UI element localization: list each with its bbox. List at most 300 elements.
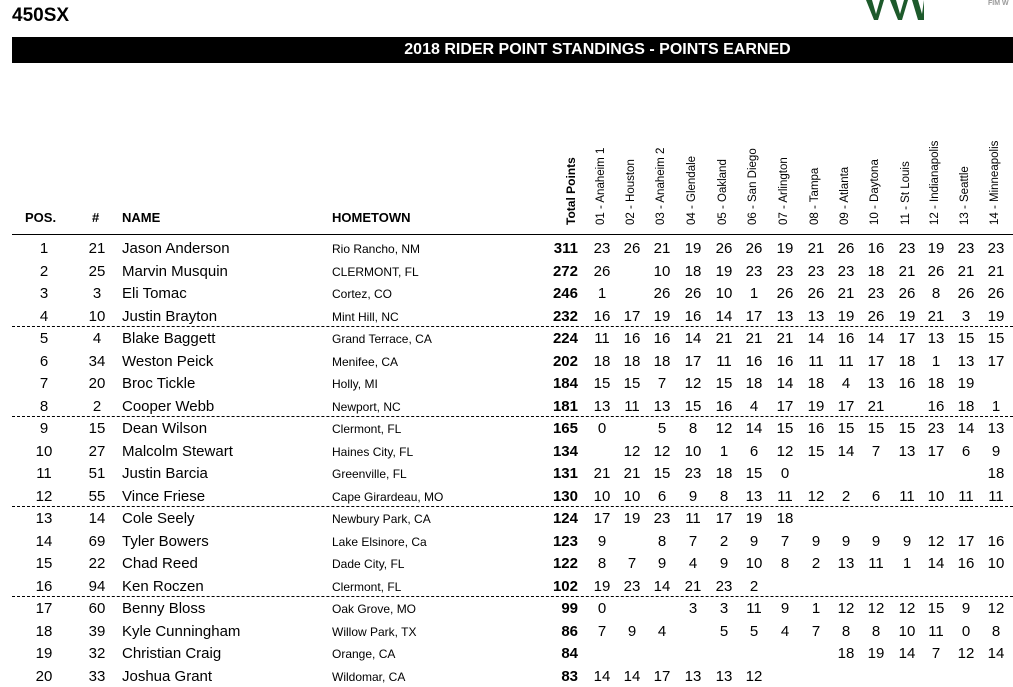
round-points: 14 <box>807 330 825 347</box>
round-points: 19 <box>623 510 641 527</box>
round-points: 19 <box>898 307 916 325</box>
round-points: 15 <box>927 600 945 617</box>
round-points: 16 <box>593 307 611 325</box>
round-points: 18 <box>593 352 611 370</box>
round-points: 12 <box>867 600 885 617</box>
col-pos: POS. <box>25 210 57 225</box>
rider-number: 20 <box>88 375 106 392</box>
table-row <box>0 327 1013 349</box>
rider-hometown: Newport, NC <box>332 399 401 414</box>
round-points: 12 <box>653 442 671 460</box>
round-points: 26 <box>715 240 733 257</box>
round-points: 4 <box>688 555 698 572</box>
round-points: 13 <box>837 555 855 572</box>
round-points: 18 <box>957 397 975 415</box>
rider-pos: 20 <box>35 667 53 685</box>
round-points: 17 <box>867 352 885 370</box>
rider-number: 39 <box>88 622 106 640</box>
round-points: 15 <box>776 420 794 437</box>
round-points: 18 <box>684 262 702 280</box>
round-points: 9 <box>749 532 759 550</box>
rider-total-points: 202 <box>552 352 578 370</box>
round-points: 10 <box>745 555 763 572</box>
rider-total-points: 86 <box>561 622 578 640</box>
round-points: 19 <box>776 240 794 257</box>
header-rule <box>12 234 1013 235</box>
round-points: 6 <box>961 442 971 460</box>
round-points: 0 <box>597 420 607 437</box>
round-points: 14 <box>776 375 794 392</box>
round-points: 11 <box>624 397 640 415</box>
rider-total-points: 181 <box>552 397 578 415</box>
rider-number: 55 <box>88 487 106 505</box>
round-points: 13 <box>957 352 975 370</box>
col-round-label: 14 - Minneapolis <box>989 140 1001 225</box>
round-points: 6 <box>657 487 667 505</box>
rider-pos: 7 <box>39 375 49 392</box>
round-points: 15 <box>623 375 641 392</box>
rider-name: Benny Bloss <box>122 600 206 617</box>
round-points: 13 <box>807 307 825 325</box>
rider-pos: 16 <box>35 577 53 595</box>
rider-name: Dean Wilson <box>122 420 208 437</box>
round-points: 8 <box>780 555 790 572</box>
rider-number: 69 <box>88 532 106 550</box>
round-points: 13 <box>715 667 733 685</box>
round-points: 14 <box>623 667 641 685</box>
rider-name: Marvin Musquin <box>122 262 228 280</box>
round-points: 19 <box>867 645 885 662</box>
round-points: 23 <box>715 577 733 595</box>
round-points: 18 <box>745 375 763 392</box>
rider-hometown: Cape Girardeau, MO <box>332 489 444 504</box>
round-points: 18 <box>653 352 671 370</box>
rider-total-points: 134 <box>552 442 578 460</box>
round-points: 13 <box>927 330 945 347</box>
round-points: 23 <box>987 240 1005 257</box>
round-points: 26 <box>898 285 916 302</box>
round-points: 18 <box>807 375 825 392</box>
round-points: 14 <box>837 442 855 460</box>
table-row <box>0 305 1013 327</box>
round-points: 2 <box>841 487 851 505</box>
round-points: 21 <box>623 465 641 482</box>
rider-hometown: Clermont, FL <box>332 579 402 594</box>
class-title: 450SX <box>12 5 70 26</box>
round-points: 17 <box>987 352 1005 370</box>
round-points: 7 <box>657 375 667 392</box>
table-row <box>0 372 1013 394</box>
round-points: 10 <box>623 487 641 505</box>
round-points: 16 <box>715 397 733 415</box>
round-points: 9 <box>961 600 971 617</box>
round-points: 1 <box>597 285 607 302</box>
round-points: 21 <box>898 262 916 280</box>
round-points: 16 <box>653 330 671 347</box>
round-points: 4 <box>749 397 759 415</box>
round-points: 16 <box>898 375 916 392</box>
round-points: 8 <box>991 622 1001 640</box>
rider-name: Blake Baggett <box>122 330 216 347</box>
rider-name: Justin Barcia <box>122 465 208 482</box>
round-points: 14 <box>867 330 885 347</box>
col-round-label: 01 - Anaheim 1 <box>595 147 607 225</box>
rider-total-points: 232 <box>552 307 578 325</box>
table-row <box>0 552 1013 574</box>
rider-pos: 19 <box>35 645 53 662</box>
rider-pos: 18 <box>35 622 53 640</box>
round-points: 14 <box>898 645 916 662</box>
rider-total-points: 123 <box>552 532 578 550</box>
table-row <box>0 665 1013 687</box>
round-points: 17 <box>593 510 611 527</box>
round-points: 23 <box>898 240 916 257</box>
rider-number: 4 <box>92 330 102 347</box>
round-points: 11 <box>685 510 701 527</box>
rider-total-points: 224 <box>552 330 578 347</box>
round-points: 18 <box>776 510 794 527</box>
round-points: 11 <box>958 487 974 505</box>
round-points: 14 <box>745 420 763 437</box>
rider-pos: 11 <box>36 465 52 482</box>
round-points: 19 <box>653 307 671 325</box>
round-points: 18 <box>837 645 855 662</box>
rider-hometown: Rio Rancho, NM <box>332 242 421 256</box>
rider-pos: 1 <box>39 240 49 257</box>
round-points: 9 <box>719 555 729 572</box>
round-points: 17 <box>957 532 975 550</box>
round-points: 0 <box>961 622 971 640</box>
round-points: 11 <box>868 555 884 572</box>
round-points: 21 <box>807 240 825 257</box>
round-points: 13 <box>745 487 763 505</box>
round-points: 23 <box>623 577 641 595</box>
rider-name: Eli Tomac <box>122 285 187 302</box>
round-points: 8 <box>597 555 607 572</box>
round-points: 14 <box>593 667 611 685</box>
rider-name: Vince Friese <box>122 487 206 505</box>
round-points: 19 <box>957 375 975 392</box>
col-round-label: 06 - San Diego <box>747 148 759 225</box>
round-points: 15 <box>987 330 1005 347</box>
round-points: 12 <box>957 645 975 662</box>
col-round-label: 05 - Oakland <box>717 159 729 225</box>
round-points: 16 <box>987 532 1005 550</box>
round-points: 21 <box>776 330 794 347</box>
round-points: 9 <box>657 555 667 572</box>
rider-total-points: 130 <box>552 487 578 505</box>
round-points: 10 <box>715 285 733 302</box>
round-points: 13 <box>987 420 1005 437</box>
table-row <box>0 440 1013 462</box>
rider-name: Justin Brayton <box>122 307 218 325</box>
round-points: 13 <box>776 307 794 325</box>
rider-number: 2 <box>92 397 102 415</box>
standings-banner <box>12 37 1013 63</box>
round-points: 21 <box>745 330 763 347</box>
round-points: 16 <box>837 330 855 347</box>
round-points: 16 <box>867 240 885 257</box>
round-points: 11 <box>716 352 732 370</box>
round-points: 26 <box>623 240 641 257</box>
round-points: 9 <box>841 532 851 550</box>
round-points: 15 <box>745 465 763 482</box>
col-round-label: 08 - Tampa <box>809 167 821 225</box>
round-points: 2 <box>811 555 821 572</box>
round-points: 17 <box>776 397 794 415</box>
rider-hometown: Lake Elsinore, Ca <box>332 534 427 549</box>
round-points: 13 <box>898 442 916 460</box>
rider-total-points: 102 <box>552 577 578 595</box>
round-points: 16 <box>776 352 794 370</box>
table-row <box>0 620 1013 642</box>
round-points: 15 <box>867 420 885 437</box>
round-points: 16 <box>927 397 945 415</box>
rider-name: Kyle Cunningham <box>122 622 241 640</box>
rider-hometown: Greenville, FL <box>332 467 407 481</box>
round-points: 11 <box>777 487 793 505</box>
round-points: 2 <box>749 577 759 595</box>
round-points: 15 <box>715 375 733 392</box>
round-points: 5 <box>719 622 729 640</box>
round-points: 9 <box>780 600 790 617</box>
rider-total-points: 272 <box>552 262 578 280</box>
round-points: 4 <box>841 375 851 392</box>
rider-hometown: Oak Grove, MO <box>332 602 417 616</box>
round-points: 16 <box>745 352 763 370</box>
round-points: 7 <box>811 622 821 640</box>
rider-hometown: Wildomar, CA <box>332 669 406 684</box>
round-points: 13 <box>653 397 671 415</box>
round-points: 8 <box>871 622 881 640</box>
round-points: 3 <box>688 600 698 617</box>
round-points: 26 <box>684 285 702 302</box>
round-points: 9 <box>902 532 912 550</box>
round-points: 3 <box>961 307 971 325</box>
table-row <box>0 260 1013 282</box>
round-points: 26 <box>837 240 855 257</box>
round-points: 7 <box>597 622 607 640</box>
round-points: 11 <box>746 600 762 617</box>
round-points: 19 <box>745 510 763 527</box>
round-points: 17 <box>623 307 641 325</box>
col-name: NAME <box>122 210 161 225</box>
rider-hometown: Newbury Park, CA <box>332 512 431 526</box>
table-row <box>0 530 1013 552</box>
round-points: 21 <box>653 240 671 257</box>
round-points: 11 <box>808 352 824 370</box>
rider-total-points: 124 <box>552 510 578 527</box>
rider-name: Christian Craig <box>122 645 222 662</box>
rider-hometown: CLERMONT, FL <box>332 264 419 279</box>
rider-pos: 8 <box>39 397 49 415</box>
rider-number: 14 <box>88 510 106 527</box>
round-points: 18 <box>898 352 916 370</box>
round-points: 3 <box>719 600 729 617</box>
round-points: 7 <box>688 532 698 550</box>
round-points: 12 <box>987 600 1005 617</box>
round-points: 13 <box>867 375 885 392</box>
col-num: # <box>92 210 100 225</box>
round-points: 12 <box>927 532 945 550</box>
round-points: 16 <box>807 420 825 437</box>
table-row <box>0 485 1013 507</box>
rider-total-points: 122 <box>552 555 578 572</box>
round-points: 16 <box>684 307 702 325</box>
series-logo <box>862 0 924 20</box>
rider-hometown: Orange, CA <box>332 647 396 661</box>
round-points: 1 <box>991 397 1001 415</box>
rider-pos: 10 <box>35 442 53 460</box>
round-points: 17 <box>715 510 733 527</box>
round-points: 6 <box>749 442 759 460</box>
rider-total-points: 311 <box>553 240 578 257</box>
round-points: 14 <box>987 645 1005 662</box>
rider-number: 32 <box>88 645 106 662</box>
round-points: 23 <box>927 420 945 437</box>
round-points: 9 <box>991 442 1001 460</box>
rider-hometown: Menifee, CA <box>332 354 399 369</box>
rider-number: 27 <box>88 442 106 460</box>
round-points: 1 <box>931 352 941 370</box>
col-round-label: 07 - Arlington <box>778 157 790 225</box>
round-points: 23 <box>593 240 611 257</box>
table-row <box>0 417 1013 439</box>
round-points: 17 <box>653 667 671 685</box>
rider-pos: 17 <box>35 600 53 617</box>
rider-hometown: Haines City, FL <box>332 444 414 459</box>
round-points: 19 <box>807 397 825 415</box>
round-points: 21 <box>837 285 855 302</box>
rider-number: 94 <box>88 577 106 595</box>
round-points: 23 <box>957 240 975 257</box>
round-points: 26 <box>807 285 825 302</box>
round-points: 17 <box>927 442 945 460</box>
round-points: 6 <box>871 487 881 505</box>
round-points: 26 <box>593 262 611 280</box>
rider-hometown: Clermont, FL <box>332 422 402 436</box>
round-points: 19 <box>987 307 1005 325</box>
col-round-label: 11 - St Louis <box>900 161 912 225</box>
round-points: 15 <box>684 397 702 415</box>
round-points: 23 <box>684 465 702 482</box>
round-points: 26 <box>776 285 794 302</box>
rider-name: Chad Reed <box>122 555 198 572</box>
rider-hometown: Dade City, FL <box>332 557 405 571</box>
round-points: 21 <box>715 330 733 347</box>
round-points: 23 <box>837 262 855 280</box>
round-points: 23 <box>776 262 794 280</box>
round-points: 15 <box>653 465 671 482</box>
rider-hometown: Mint Hill, NC <box>332 309 399 324</box>
col-round-label: 09 - Atlanta <box>839 166 851 225</box>
round-points: 18 <box>715 465 733 482</box>
round-points: 0 <box>780 465 790 482</box>
round-points: 26 <box>745 240 763 257</box>
col-hometown: HOMETOWN <box>332 210 411 225</box>
round-points: 12 <box>776 442 794 460</box>
rider-hometown: Willow Park, TX <box>332 624 417 639</box>
round-points: 17 <box>684 352 702 370</box>
table-row <box>0 462 1013 484</box>
round-points: 12 <box>807 487 825 505</box>
round-points: 4 <box>657 622 667 640</box>
round-points: 7 <box>627 555 637 572</box>
round-points: 21 <box>593 465 611 482</box>
round-points: 10 <box>653 262 671 280</box>
rider-number: 33 <box>88 667 106 685</box>
round-points: 10 <box>927 487 945 505</box>
round-points: 16 <box>623 330 641 347</box>
round-points: 4 <box>780 622 790 640</box>
col-round-label: 02 - Houston <box>625 159 637 225</box>
rider-pos: 6 <box>39 352 49 370</box>
rider-total-points: 165 <box>552 420 578 437</box>
logo-tag: FIM W <box>988 0 1009 7</box>
round-points: 1 <box>902 555 912 572</box>
round-points: 9 <box>627 622 637 640</box>
round-points: 8 <box>719 487 729 505</box>
rider-name: Malcolm Stewart <box>122 442 233 460</box>
round-points: 11 <box>594 330 610 347</box>
round-points: 23 <box>653 510 671 527</box>
rider-pos: 5 <box>39 330 49 347</box>
round-points: 11 <box>838 352 854 370</box>
rider-pos: 9 <box>39 420 49 437</box>
round-points: 2 <box>719 532 729 550</box>
banner-title: 2018 RIDER POINT STANDINGS - POINTS EARNED <box>404 41 791 58</box>
col-round-label: 10 - Daytona <box>869 159 881 225</box>
round-points: 15 <box>957 330 975 347</box>
rider-name: Weston Peick <box>122 352 214 370</box>
rider-pos: 3 <box>39 285 49 302</box>
rider-name: Cole Seely <box>122 510 195 527</box>
table-row <box>0 642 1013 664</box>
round-points: 5 <box>657 420 667 437</box>
col-round-label: 03 - Anaheim 2 <box>655 147 667 225</box>
round-points: 7 <box>871 442 881 460</box>
rider-number: 25 <box>88 262 106 280</box>
round-points: 18 <box>987 465 1005 482</box>
round-points: 9 <box>811 532 821 550</box>
rider-number: 22 <box>88 555 106 572</box>
rider-number: 51 <box>88 465 106 482</box>
table-row <box>0 350 1013 372</box>
rider-number: 10 <box>88 307 106 325</box>
table-row <box>0 282 1013 304</box>
round-points: 12 <box>745 667 763 685</box>
round-points: 12 <box>898 600 916 617</box>
rider-total-points: 131 <box>552 465 578 482</box>
table-row <box>0 575 1013 597</box>
round-points: 14 <box>957 420 975 437</box>
round-points: 19 <box>593 577 611 595</box>
rider-pos: 4 <box>39 307 49 325</box>
rider-total-points: 246 <box>552 285 578 302</box>
rider-number: 21 <box>88 240 106 257</box>
rider-name: Tyler Bowers <box>122 532 209 550</box>
round-points: 10 <box>987 555 1005 572</box>
round-points: 11 <box>988 487 1004 505</box>
round-points: 21 <box>927 307 945 325</box>
round-points: 21 <box>867 397 885 415</box>
round-points: 7 <box>931 645 941 662</box>
round-points: 11 <box>899 487 915 505</box>
rider-number: 15 <box>88 420 106 437</box>
rider-total-points: 83 <box>561 667 578 685</box>
rider-hometown: Holly, MI <box>332 377 378 391</box>
round-points: 9 <box>871 532 881 550</box>
